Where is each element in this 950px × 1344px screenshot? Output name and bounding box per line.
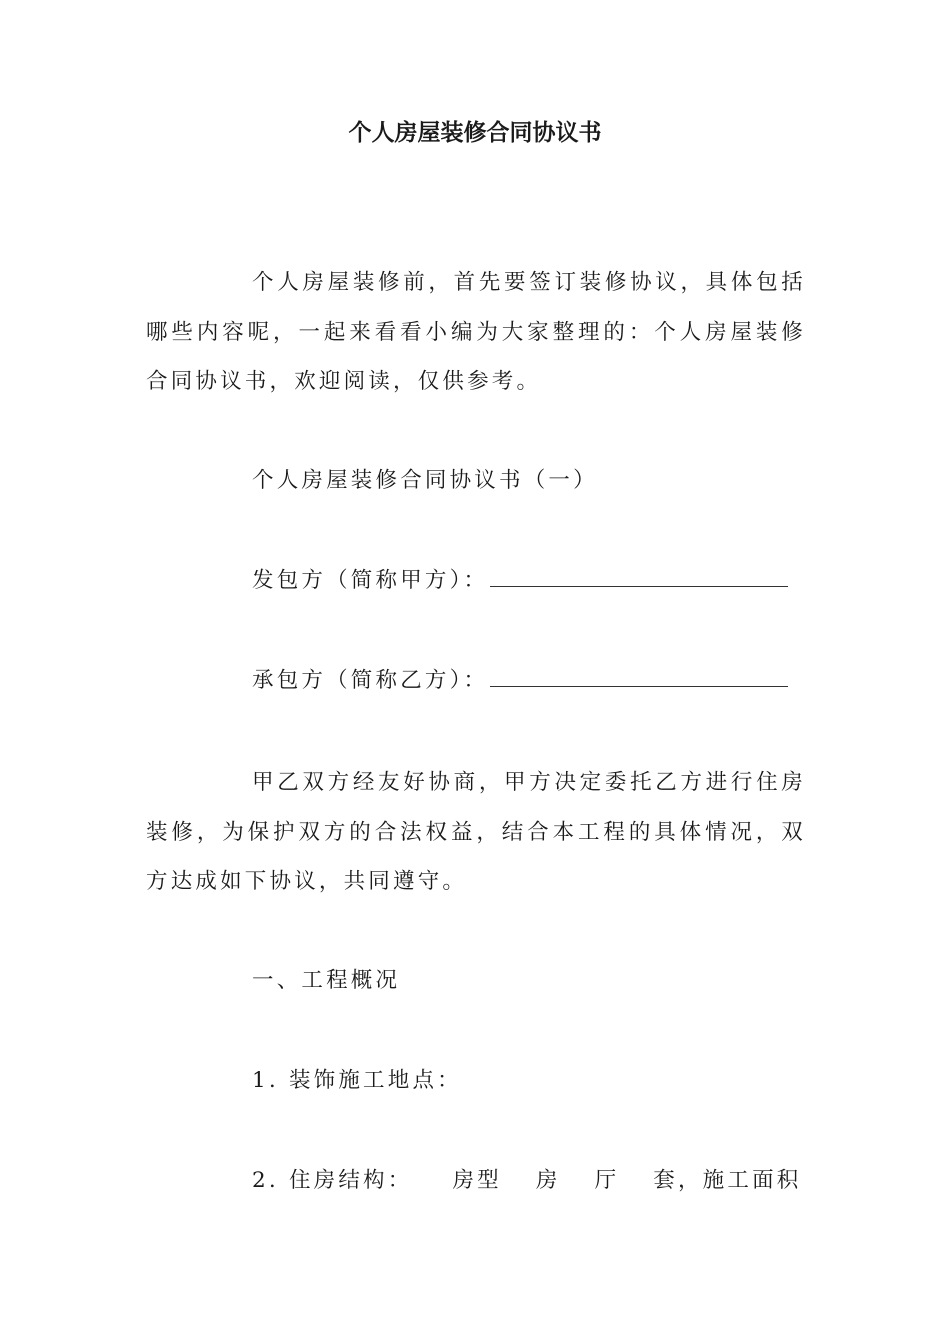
item-2-label: 2. 住房结构： [252,1168,413,1193]
set-area-label: 套，施工面积 [653,1168,802,1193]
agreement-paragraph: 甲乙双方经友好协商，甲方决定委托乙方进行住房装修，为保护双方的合法权益，结合本工程的具体情况，双方达成如下协议，共同遵守。 [146,770,806,894]
party-a-label: 发包方（简称甲方）： [252,568,489,593]
document-title: 个人房屋装修合同协议书 [348,120,602,146]
item-1-location: 1. 装饰施工地点： [252,1068,462,1093]
party-a-blank [490,568,788,587]
party-a-line [252,566,788,596]
party-b-blank [490,668,788,687]
intro-paragraph: 个人房屋装修前，首先要签订装修协议，具体包括哪些内容呢，一起来看看小编为大家整理的：个人房屋装修合同协议书，欢迎阅读，仅供参考。 [146,270,806,394]
section1-heading: 一、工程概况 [252,968,401,993]
party-b-label: 承包方（简称乙方）： [252,668,489,693]
hall-label: 厅 [594,1168,620,1193]
item-2-structure [252,1166,801,1196]
party-b-line [252,666,788,696]
room-label: 房 [535,1168,561,1193]
contract-subtitle: 个人房屋装修合同协议书（一） [252,468,598,493]
house-type-label: 房型 [452,1168,502,1193]
